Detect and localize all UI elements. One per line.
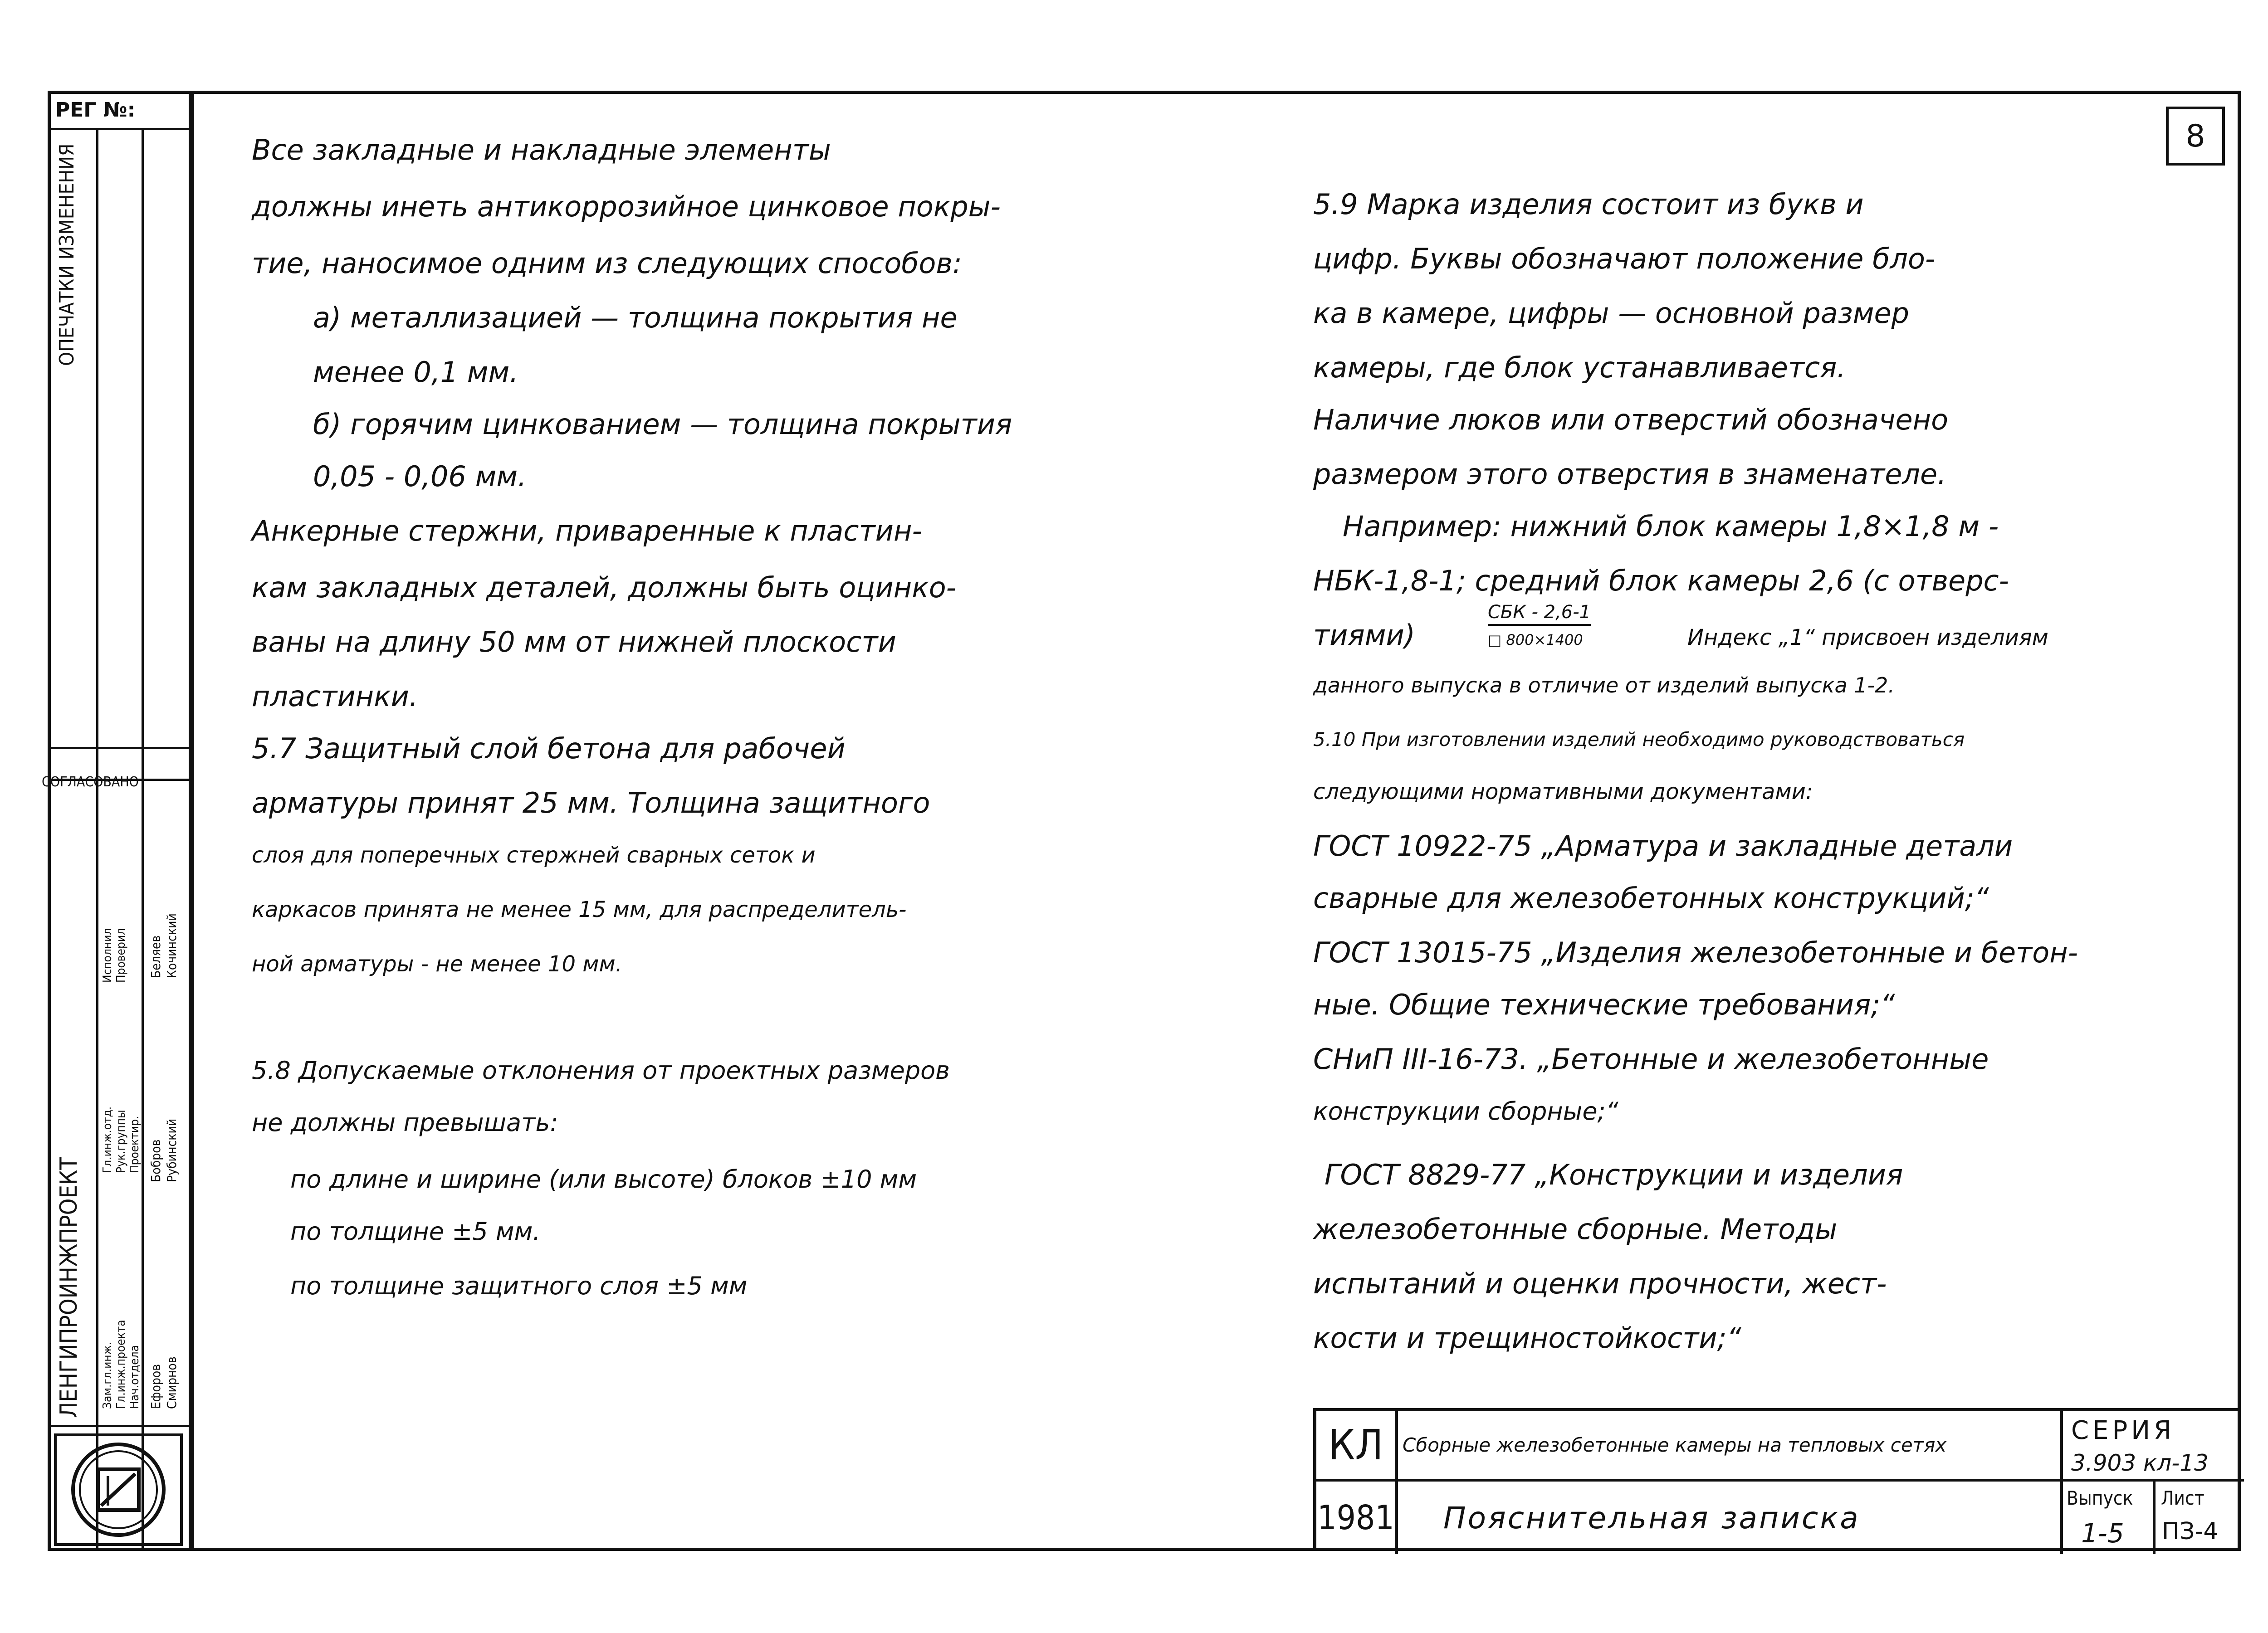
- text-line: менее 0,1 мм.: [313, 356, 519, 389]
- role-label: Нач.отдела: [128, 1345, 142, 1409]
- text-line: испытаний и оценки прочности, жест-: [1313, 1267, 1887, 1300]
- signatory-name: Беляев: [148, 935, 163, 978]
- text-line: по толщине защитного слоя ±5 мм: [290, 1272, 748, 1300]
- text-line: б) горячим цинкованием — толщина покрытия: [313, 408, 1012, 441]
- role-label: Зам.гл.инж.: [101, 1341, 114, 1409]
- role-label: Проектир.: [128, 1116, 142, 1173]
- issue-value: 1-5: [2081, 1518, 2124, 1549]
- text-line: 5.8 Допускаемые отклонения от проектных размеров: [252, 1056, 950, 1085]
- stamp-year: 1981: [1316, 1482, 1398, 1554]
- signatory-name: Ефоров: [148, 1364, 163, 1409]
- text-line: следующими нормативными документами:: [1313, 779, 1813, 804]
- text-line: конструкции сборные;“: [1313, 1097, 1618, 1126]
- text-line: ГОСТ 8829-77 „Конструкции и изделия: [1325, 1158, 1903, 1191]
- issue-cell: [2060, 1482, 2156, 1554]
- fraction-denominator: □ 800×1400: [1488, 631, 1583, 648]
- role-label: Рук.группы: [114, 1110, 128, 1173]
- text-line: кам закладных деталей, должны быть оцинко-: [252, 571, 957, 604]
- signatory-name: Рубинский: [164, 1118, 179, 1182]
- text-line: тие, наносимое одним из следующих способов:: [252, 247, 962, 280]
- text-line: ка в камере, цифры — основной размер: [1313, 297, 1909, 330]
- text-line: каркасов принята не менее 15 мм, для распределитель-: [252, 897, 907, 922]
- text-line: по длине и ширине (или высоте) блоков ±10 мм: [290, 1165, 917, 1194]
- text-line: 5.10 При изготовлении изделий необходимо руководствоваться: [1313, 728, 1965, 751]
- text-line: слоя для поперечных стержней сварных сеток и: [252, 843, 816, 868]
- text-line: 5.7 Защитный слой бетона для рабочей: [252, 732, 846, 765]
- fraction-numerator: СБК - 2,6-1: [1488, 603, 1591, 626]
- strip-divider: [51, 1425, 189, 1427]
- text-line: по толщине ±5 мм.: [290, 1217, 541, 1246]
- text-line: 5.9 Марка изделия состоит из букв и: [1313, 188, 1864, 221]
- text-line: Все закладные и накладные элементы: [252, 133, 831, 166]
- strip-divider: [51, 128, 189, 130]
- organization-logo-icon: [54, 1433, 183, 1546]
- text-line: арматуры принят 25 мм. Толщина защитного: [252, 786, 930, 819]
- stamp-code: КЛ: [1316, 1411, 1398, 1482]
- text-line: размером этого отверстия в знаменателе.: [1313, 458, 1946, 491]
- side-title-strip: [42, 91, 192, 1551]
- text-line: цифр. Буквы обозначают положение бло-: [1313, 242, 1936, 275]
- text-line: ной арматуры - не менее 10 мм.: [252, 951, 622, 977]
- signatory-name: Смирнов: [164, 1356, 179, 1409]
- sheet-title: Пояснительная записка: [1443, 1500, 1860, 1536]
- role-label: Проверил: [114, 928, 128, 983]
- series-cell: [2060, 1411, 2244, 1482]
- strip-divider: [51, 747, 189, 749]
- text-line: железобетонные сборные. Методы: [1313, 1213, 1838, 1246]
- page-number: 8: [2166, 107, 2225, 166]
- strip-column-line: [96, 128, 98, 1550]
- text-line: ГОСТ 10922-75 „Арматура и закладные детали: [1313, 829, 2013, 863]
- project-title: Сборные железобетонные камеры на тепловых сетях: [1398, 1411, 2060, 1482]
- text-line: кости и трещиностойкости;“: [1313, 1321, 1741, 1355]
- text-line: ваны на длину 50 мм от нижней плоскости: [252, 625, 896, 658]
- role-label: Гл.инж.отд.: [101, 1106, 114, 1173]
- signatory-name: Кочинский: [164, 913, 179, 978]
- text-line: НБК-1,8-1; средний блок камеры 2,6 (с отверс-: [1313, 564, 2009, 597]
- sheet-value: ПЗ-4: [2162, 1518, 2219, 1545]
- text-line: Анкерные стержни, приваренные к пластин-: [252, 514, 922, 547]
- text-line: тиями): [1313, 619, 1415, 652]
- text-line: не должны превышать:: [252, 1108, 558, 1137]
- series-value: 3.903 кл-13: [2071, 1450, 2209, 1476]
- text-line: ГОСТ 13015-75 „Изделия железобетонные и бетон-: [1313, 936, 2078, 969]
- signatory-name: Бобров: [148, 1139, 163, 1182]
- text-line: сварные для железобетонных конструкций;“: [1313, 882, 1989, 915]
- issue-label: Выпуск: [2067, 1487, 2133, 1509]
- role-label: Исполнил: [101, 928, 114, 983]
- text-line: а) металлизацией — толщина покрытия не: [313, 301, 958, 334]
- changes-label: ОПЕЧАТКИ ИЗМЕНЕНИЯ: [55, 143, 78, 366]
- role-label: Гл.инж.проекта: [114, 1320, 128, 1409]
- text-line: Индекс „1“ присвоен изделиям: [1687, 625, 2048, 650]
- text-line: пластинки.: [252, 680, 418, 713]
- reg-label: РЕГ №:: [55, 98, 136, 122]
- strip-column-line: [142, 128, 144, 1550]
- sheet-label: Лист: [2161, 1487, 2204, 1509]
- organization-name: ЛЕНГИПРОИНЖПРОЕКТ: [55, 1157, 83, 1418]
- text-line: СНиП III-16-73. „Бетонные и железобетонные: [1313, 1043, 1989, 1076]
- text-line: ные. Общие технические требования;“: [1313, 988, 1895, 1021]
- text-line: 0,05 - 0,06 мм.: [313, 460, 527, 493]
- text-line: данного выпуска в отличие от изделий выпуска 1-2.: [1313, 673, 1895, 697]
- sheet-cell: [2156, 1482, 2244, 1554]
- text-line: Наличие люков или отверстий обозначено: [1313, 403, 1949, 436]
- text-line: камеры, где блок устанавливается.: [1313, 351, 1846, 384]
- text-line: Например: нижний блок камеры 1,8×1,8 м -: [1343, 510, 1999, 543]
- title-block: [1313, 1408, 2241, 1551]
- approvals-label: СОГЛАСОВАНО: [42, 774, 139, 790]
- series-label: СЕРИЯ: [2071, 1416, 2175, 1445]
- text-line: должны инеть антикоррозийное цинковое покры-: [252, 190, 1001, 223]
